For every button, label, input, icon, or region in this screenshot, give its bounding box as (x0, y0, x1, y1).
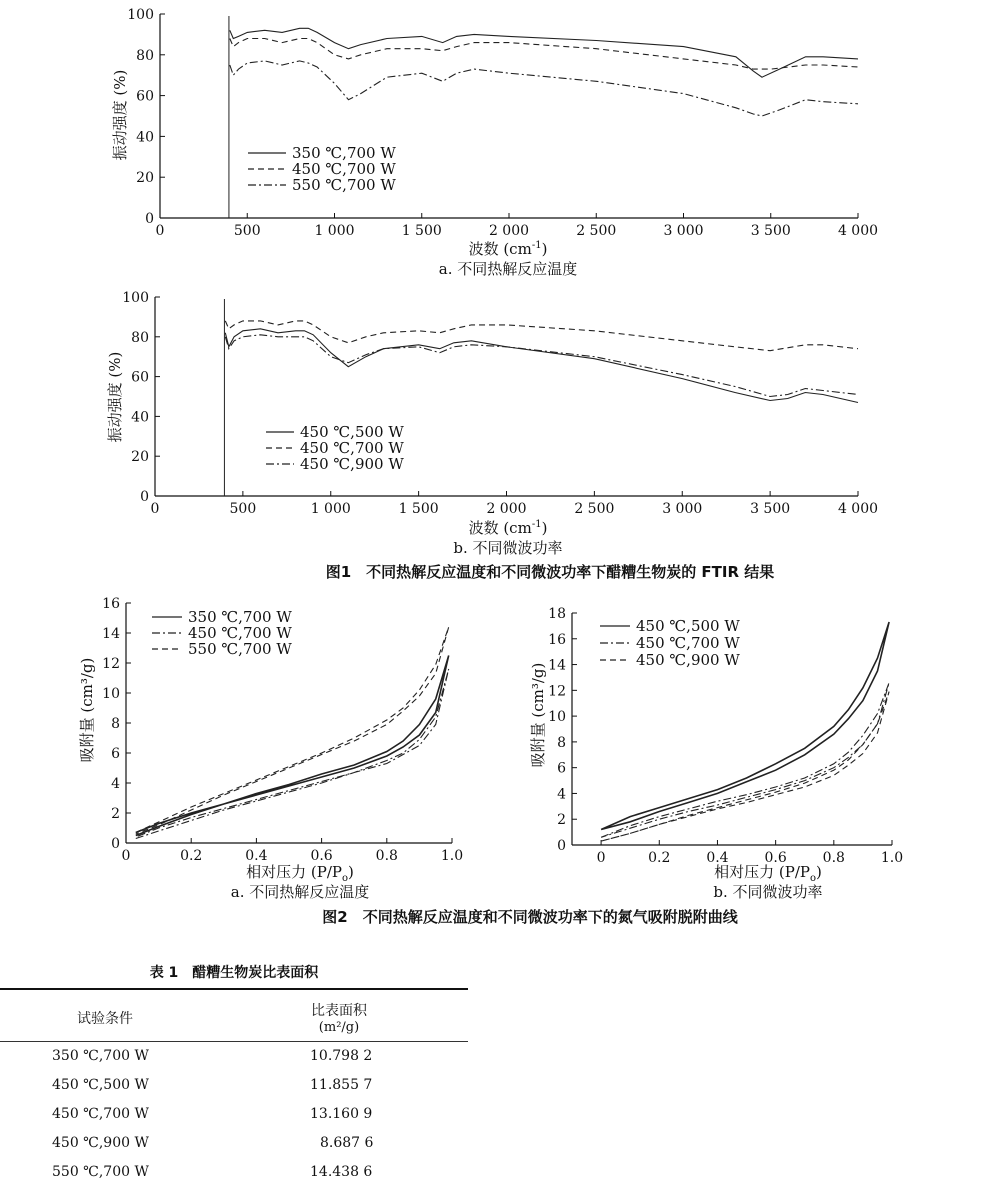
series-line-1 (136, 656, 449, 836)
x-tick-label: 1 500 (398, 501, 439, 517)
y-tick-label: 100 (127, 7, 154, 23)
x-tick-label: 4 000 (837, 501, 879, 517)
legend-label: 350 ℃,700 W (292, 144, 396, 162)
header-surface-area (210, 989, 468, 1042)
x-tick-label: 0.2 (180, 848, 203, 864)
series-line-1 (230, 28, 858, 77)
y-tick-label: 80 (136, 47, 154, 64)
figure1-caption: 图1 不同热解反应温度和不同微波功率下醋糟生物炭的 FTIR 结果 (325, 563, 775, 581)
series-line-3 (136, 627, 449, 834)
table-row (0, 1158, 468, 1187)
y-tick-label: 2 (557, 812, 566, 829)
legend-label: 450 ℃,700 W (636, 634, 740, 652)
legend-label: 450 ℃,900 W (636, 651, 740, 669)
y-tick-label: 12 (548, 683, 566, 700)
series-line-1 (225, 329, 858, 403)
y-tick-label: 0 (557, 838, 566, 854)
x-tick-label: 2 000 (488, 223, 530, 239)
y-tick-label: 60 (136, 88, 154, 105)
cell-condition: 550 ℃,700 W (52, 1164, 149, 1180)
legend-label: 450 ℃,700 W (300, 439, 404, 457)
x-tick-label: 3 500 (750, 501, 791, 517)
table-row (0, 1042, 468, 1072)
figure2-chart-a (0, 585, 500, 935)
y-tick-label: 40 (136, 129, 154, 146)
legend-label: 550 ℃,700 W (188, 640, 292, 658)
y-tick-label: 0 (111, 836, 120, 852)
y-tick-label: 10 (102, 686, 120, 702)
x-axis-label: 相对压力 $(P/P_o)$ (246, 863, 354, 884)
y-tick-label: 40 (131, 409, 149, 426)
table-title: 表 1 醋糟生物炭比表面积 (149, 965, 319, 981)
y-tick-label: 8 (557, 734, 566, 751)
header-condition: 试验条件 (77, 1010, 133, 1027)
sub-caption: a. 不同热解反应温度 (438, 260, 578, 278)
series-line-3 (225, 335, 858, 397)
y-tick-label: 0 (145, 211, 154, 227)
cell-surface-area: 11.855 7 (310, 1077, 373, 1093)
x-tick-label: 0 (155, 223, 165, 239)
series-line-2 (225, 321, 858, 351)
sub-caption: b. 不同微波功率 (713, 883, 823, 901)
x-tick-label: 1 000 (314, 223, 355, 239)
figure2-caption-wrap (0, 900, 1000, 930)
y-tick-label: 10 (548, 709, 566, 726)
x-tick-label: 4 000 (837, 223, 879, 239)
y-tick-label: 20 (131, 449, 149, 466)
x-tick-label: 500 (233, 223, 261, 239)
legend-label: 450 ℃,500 W (636, 617, 740, 635)
x-tick-label: 2 000 (486, 501, 527, 517)
x-tick-label: 0.4 (245, 848, 268, 864)
cell-surface-area: 14.438 6 (310, 1164, 373, 1180)
x-tick-label: 3 000 (662, 501, 703, 517)
sub-caption: b. 不同微波功率 (453, 539, 563, 557)
y-tick-label: 20 (136, 170, 154, 187)
cell-surface-area: 13.160 9 (310, 1106, 373, 1122)
table-row (0, 1100, 468, 1129)
figure1-chart-b (0, 285, 1000, 585)
legend-label: 450 ℃,700 W (292, 160, 396, 178)
table-row (0, 1071, 468, 1100)
cell-condition: 350 ℃,700 W (52, 1048, 149, 1064)
y-tick-label: 6 (557, 760, 566, 777)
x-tick-label: 1.0 (440, 848, 464, 864)
x-tick-label: 0.6 (310, 848, 333, 864)
header-surface-area-unit: (m²/g) (318, 1020, 360, 1035)
x-tick-label: 500 (229, 501, 257, 517)
x-tick-label: 0.4 (706, 850, 729, 866)
surface-area-table (0, 988, 468, 1187)
y-axis-label: 振动强度 (%) (106, 351, 124, 443)
x-tick-label: 1.0 (880, 850, 904, 866)
x-tick-label: 0.2 (648, 850, 671, 866)
y-tick-label: 100 (122, 290, 149, 306)
y-tick-label: 18 (548, 606, 566, 622)
cell-surface-area: 8.687 6 (320, 1135, 374, 1151)
table-header-row (0, 989, 468, 1042)
y-tick-label: 4 (111, 776, 120, 792)
x-tick-label: 1 500 (401, 223, 442, 239)
x-tick-label: 0.8 (375, 848, 398, 864)
x-tick-label: 0.6 (764, 850, 787, 866)
series-line-2 (601, 683, 889, 838)
x-tick-label: 3 000 (663, 223, 704, 239)
legend-label: 450 ℃,900 W (300, 455, 404, 473)
y-tick-label: 16 (102, 596, 120, 612)
y-tick-label: 14 (102, 626, 120, 642)
y-tick-label: 8 (111, 716, 120, 732)
x-tick-label: 0 (121, 848, 131, 864)
series-line-2 (136, 669, 449, 839)
y-tick-label: 60 (131, 369, 149, 386)
y-axis-label: 吸附量 (cm³/g) (78, 657, 96, 763)
x-axis-label: 波数 $(cm^{-1})$ (468, 519, 548, 537)
y-tick-label: 80 (131, 329, 149, 346)
x-tick-label: 1 000 (310, 501, 351, 517)
y-tick-label: 4 (557, 786, 566, 803)
y-tick-label: 2 (111, 806, 120, 822)
cell-condition: 450 ℃,900 W (52, 1135, 149, 1151)
legend-label: 350 ℃,700 W (188, 608, 292, 626)
cell-condition: 450 ℃,500 W (52, 1077, 149, 1093)
cell-condition: 450 ℃,700 W (52, 1106, 149, 1122)
sub-caption: a. 不同热解反应温度 (230, 883, 370, 901)
x-tick-label: 0 (150, 501, 160, 517)
y-axis-label: 振动强度 (%) (111, 69, 129, 161)
x-tick-label: 0 (596, 850, 606, 866)
series-line-2 (230, 39, 858, 70)
figure2-caption: 图2 不同热解反应温度和不同微波功率下的氮气吸附脱附曲线 (322, 908, 738, 926)
y-tick-label: 16 (548, 631, 566, 648)
figure1-chart-a (0, 0, 1000, 285)
x-tick-label: 2 500 (574, 501, 615, 517)
y-tick-label: 12 (102, 656, 120, 672)
x-axis-label: 波数 $(cm^{-1})$ (468, 240, 548, 258)
figure2-chart-b (500, 585, 1000, 935)
y-tick-label: 6 (111, 746, 120, 762)
series-line-3 (601, 692, 889, 842)
y-tick-label: 0 (140, 489, 149, 505)
x-tick-label: 2 500 (576, 223, 617, 239)
header-surface-area-label: 比表面积 (311, 1003, 367, 1019)
x-tick-label: 3 500 (750, 223, 791, 239)
y-axis-label: 吸附量 (cm³/g) (529, 662, 547, 768)
table-row (0, 1129, 468, 1158)
cell-surface-area: 10.798 2 (310, 1048, 373, 1064)
x-axis-label: 相对压力 $(P/P_o)$ (714, 863, 822, 884)
legend-label: 450 ℃,700 W (188, 624, 292, 642)
legend-label: 450 ℃,500 W (300, 423, 404, 441)
x-tick-label: 0.8 (822, 850, 845, 866)
y-tick-label: 14 (548, 657, 566, 674)
legend-label: 550 ℃,700 W (292, 176, 396, 194)
